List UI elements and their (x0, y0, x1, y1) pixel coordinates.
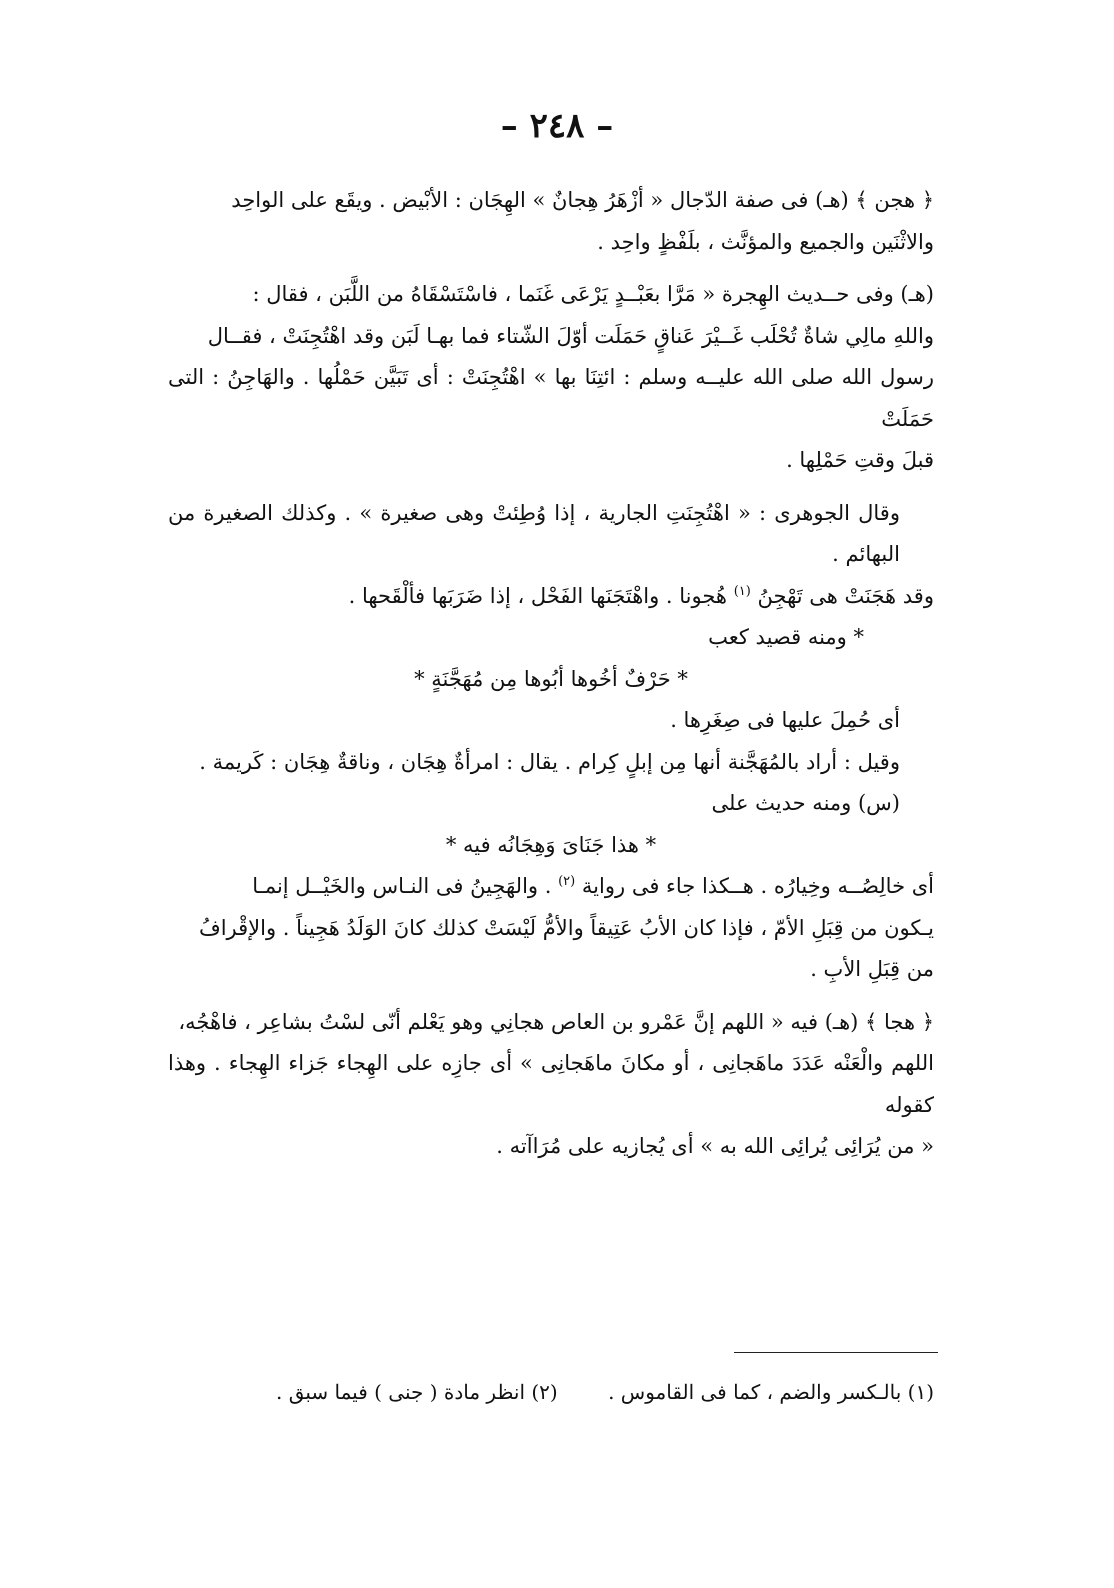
text-line: * ومنه قصيد كعب (708, 625, 864, 649)
text-line-content: (س) ومنه حديث على (711, 791, 900, 815)
text-line-content: أى خالِصُــه وخِيارُه . هــكذا جاء فى رواية (581, 874, 934, 898)
footnote-ref: (٢) (558, 874, 576, 889)
verse-line: * هذا جَنَاىَ وَهِجَانُه فيه * (445, 832, 657, 857)
text-line (168, 180, 934, 222)
text-line-content: ﴿ هجن ﴾ (هـ) فى صفة الدّجال « أزْهَرُ هِجانٌ » الهِجَان : الأبْيض . ويقَع على الواحِد (231, 188, 934, 212)
text-line: والاثْنَين والجميع والمؤنَّث ، بلَفْظٍ واحِد . (597, 229, 934, 254)
footnote-ref: (١) (733, 583, 751, 599)
text-line: رسول الله صلى الله عليــه وسلم : ائتِنَا بها » اهْتُجِنَتْ : أى تَبَيَّن حَمْلُها . والهَاجِنُ : التى حَمَلَتْ (168, 365, 934, 431)
text-line (168, 576, 934, 618)
entry-body (168, 180, 934, 1168)
text-line (168, 866, 934, 908)
footnote: (٢) انظر مادة ( جنى ) فيما سبق . (275, 1380, 558, 1404)
text-line-content: ﴿ هجا ﴾ (هـ) فيه « اللهم إنَّ عَمْرو بن العاص هجانِي وهو يَعْلم أنّى لسْتُ بشاعِر ، فاهْجُه، (178, 1009, 934, 1034)
text-line (168, 783, 934, 825)
text-line: من قِبَلِ الأبِ . (810, 957, 934, 981)
text-line-content: . والهَجِينُ فى النـاس والخَيْــل إنمـا (252, 874, 552, 898)
text-line: وقيل : أراد بالمُهَجَّنة أنها مِن إبلٍ كِرام . يقال : امرأةٌ هِجَان ، وناقةٌ هِجَان : كَريمة . (199, 749, 900, 774)
page-number: – ٢٤٨ – (500, 106, 614, 146)
text-line: واللهِ مالِي شاةٌ تُحْلَب غَــيْرَ عَناقٍ حَمَلَت أوّلَ الشّتاء فما بهـا لَبَن وقد اهْتُجِنَتْ ، فقــال (207, 323, 934, 348)
text-line (168, 1002, 934, 1044)
text-line: وقال الجوهرى : « اهْتُجِنَتِ الجارية ، إذا وُطِئتْ وهى صغيرة » . وكذلك الصغيرة من البهائم . (168, 500, 900, 566)
footnotes (168, 1374, 934, 1410)
text-line: قبلَ وقتِ حَمْلِها . (786, 448, 934, 472)
text-line-content: (هـ) وفى حــديث الهِجرة « مَرَّا بعَبْــدٍ يَرْعَى غَنَما ، فاسْتَسْقَاهُ من اللَّبَن ، فقال : (252, 282, 934, 306)
text-line-content: وقد هَجَنَتْ هى تَهْجِنُ (757, 583, 934, 608)
text-line: « من يُرَائِى يُرائِى الله به » أى يُجازيه على مُرَاآته . (496, 1134, 934, 1158)
footnote: (١) بالـكسر والضم ، كما فى القاموس . (608, 1380, 934, 1404)
text-line-content: هُجونا . واهْتَجَنَها الفَحْل ، إذا ضَرَبَها فألْقَحها . (348, 583, 728, 608)
footnote-rule (734, 1352, 938, 1353)
verse-line: * حَرْفٌ أخُوها أبُوها مِن مُهَجَّنَةٍ * (414, 666, 688, 691)
text-line: أى حُمِلَ عليها فى صِغَرِها . (670, 708, 900, 732)
text-line (168, 274, 934, 316)
text-line: اللهم والْعَنْه عَدَدَ ماهَجانِى ، أو مكانَ ماهَجانِى » أى جازِه على الهِجاء جَزاء الهِجاء . وهذا كقوله (168, 1051, 934, 1117)
text-line: يـكون من قِبَلِ الأمّ ، فإذا كان الأبُ عَتِيقاً والأمُّ لَيْسَتْ كذلك كانَ الوَلَدُ هَجِيناً . والإقْرافُ (198, 915, 934, 940)
